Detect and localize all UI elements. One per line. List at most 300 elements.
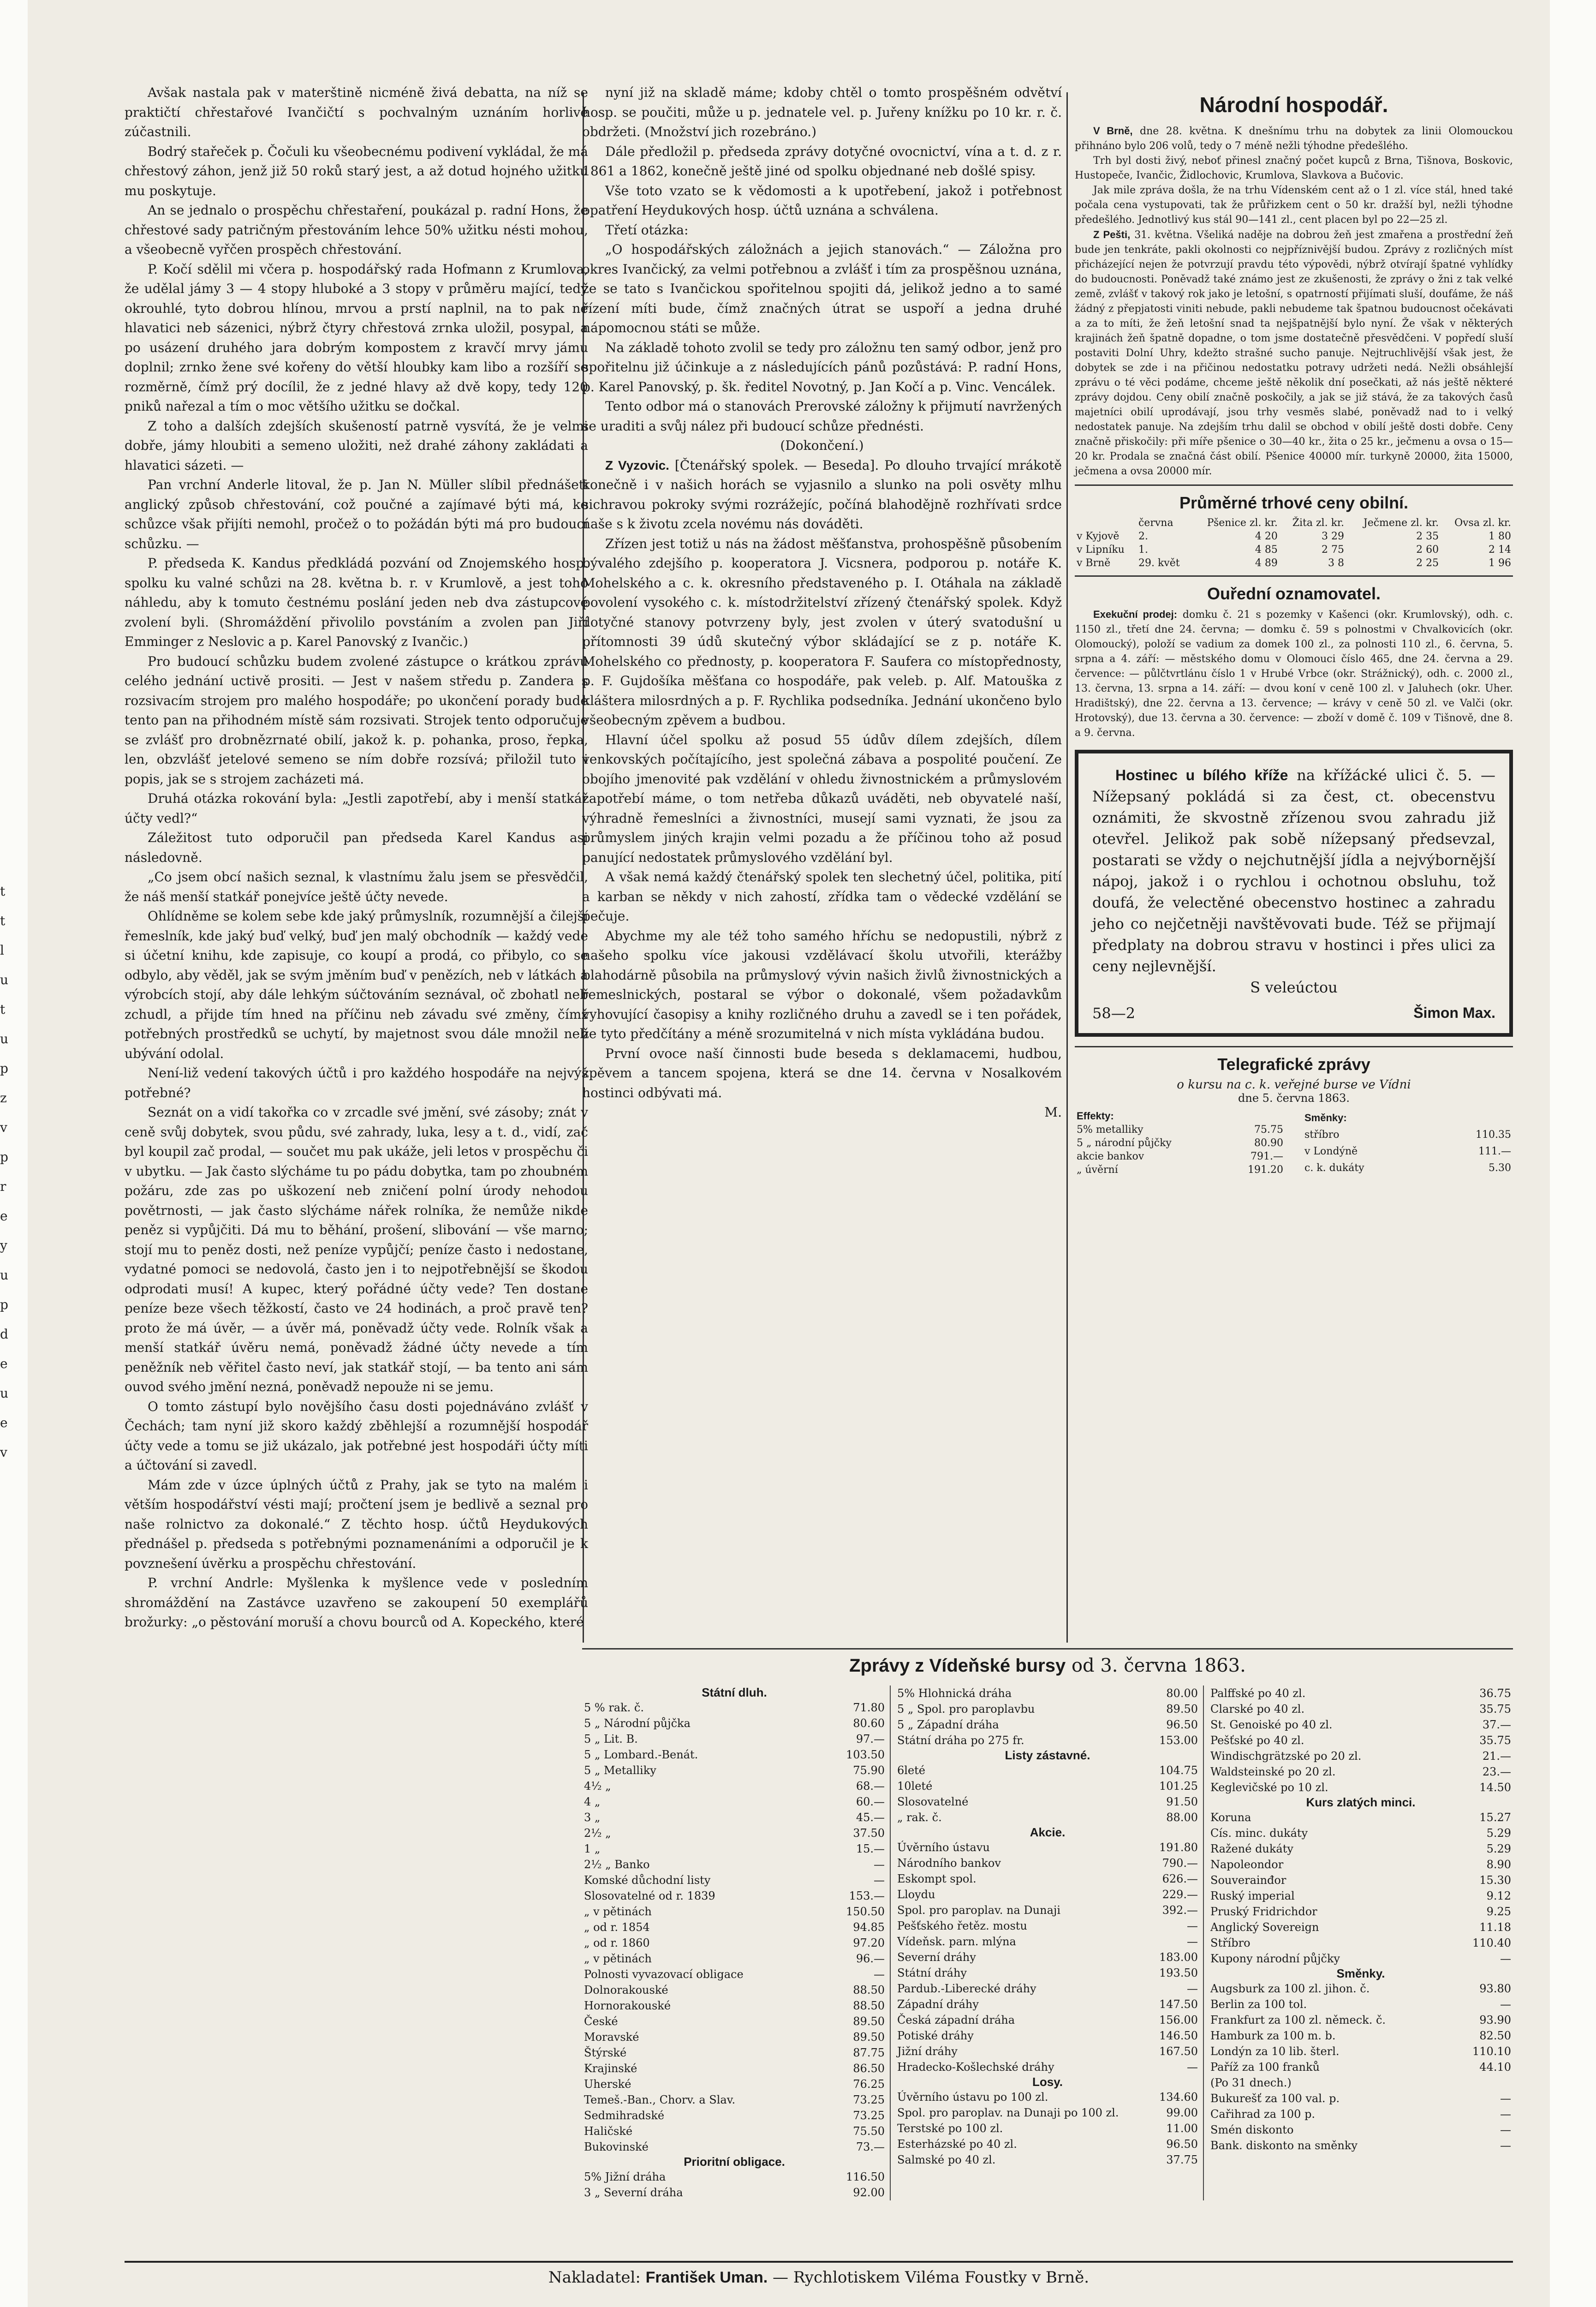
- security-price: 96.50: [1166, 1718, 1198, 1731]
- security-name: 4 „: [584, 1795, 601, 1808]
- security-price: 73.25: [853, 2109, 885, 2122]
- dateline: V Brně,: [1093, 125, 1133, 137]
- table-row: [582, 1935, 887, 1951]
- paragraph: Třetí otázka:: [605, 222, 689, 238]
- table-row: [1209, 1935, 1513, 1951]
- edge-letter: p: [0, 1149, 8, 1165]
- security-price: 15.30: [1479, 1874, 1511, 1887]
- security-price: 96.50: [1166, 2138, 1198, 2151]
- section-date: dne 5. června 1863.: [1238, 1092, 1350, 1105]
- table-header-row: [1075, 516, 1513, 530]
- security-name: Spol. pro paroplav. na Dunaji po 100 zl.: [897, 2106, 1119, 2119]
- table-row: [1209, 1701, 1513, 1717]
- divider: [1075, 484, 1513, 486]
- security-name: Bank. diskonto na směnky: [1210, 2139, 1358, 2152]
- security-price: 193.50: [1159, 1966, 1198, 1979]
- bourse-table: [1209, 1685, 1513, 1795]
- table-row: [895, 2136, 1200, 2152]
- table-row: [1303, 1143, 1513, 1160]
- table-row: [895, 2121, 1200, 2136]
- table-cell: 4 89: [1255, 557, 1278, 569]
- security-name: Krajinské: [584, 2062, 637, 2075]
- author-initial: M.: [1044, 1105, 1062, 1120]
- advertisement-signer: Šimon Max.: [1413, 1004, 1495, 1021]
- column-middle: [582, 83, 1062, 1123]
- section-title: Národní hospodář.: [1199, 93, 1388, 117]
- security-name: Hradecko-Košlechské dráhy: [897, 2061, 1054, 2074]
- security-name: 1 „: [584, 1842, 601, 1855]
- publisher-label: Nakladatel:: [548, 2268, 641, 2287]
- security-name: Waldsteinské po 20 zl.: [1210, 1765, 1336, 1778]
- table-row: [582, 2139, 887, 2155]
- edge-letter: p: [0, 1297, 8, 1312]
- security-name: Pešťské po 40 zl.: [1210, 1734, 1304, 1747]
- table-cell: 1.: [1138, 544, 1148, 556]
- edge-letter: u: [0, 1031, 9, 1046]
- security-price: 37.50: [853, 1827, 885, 1840]
- security-price: 14.50: [1479, 1781, 1511, 1794]
- table-row: [582, 2169, 887, 2185]
- telegraph-tables: [1075, 1109, 1513, 1177]
- security-name: Štýrské: [584, 2046, 627, 2059]
- table-row: [895, 1778, 1200, 1794]
- security-name: Smén diskonto: [1210, 2123, 1294, 2136]
- table-row: [895, 2012, 1200, 2028]
- paragraph: O tomto zástupí bylo novějšího času dosti pojednáváno zvlášť v Čechách; tam nyní již skoro každý zběhlejší a rozumnější hospodář účty vede a tomu se již ukázalo, jak potřebné jest hospodáři účty míti a účtování si zavedl.: [125, 1399, 588, 1473]
- table-cell: 4 85: [1255, 544, 1278, 556]
- table-row: [895, 1918, 1200, 1934]
- security-price: 11.00: [1166, 2122, 1198, 2135]
- security-name: (Po 31 dnech.): [1210, 2076, 1292, 2089]
- bourse-columns: [582, 1685, 1513, 2200]
- advertisement-text: [1092, 765, 1495, 977]
- paragraph: Bodrý stařeček p. Čočuli ku všeobecnému podivení vykládal, že má chřestový záhon, jenž již 50 roků starý jest, a až dotud hojného užitku mu poskytuje.: [125, 143, 588, 198]
- bourse-table: [1209, 1981, 1513, 2153]
- table-row: [895, 2152, 1200, 2168]
- table-row: [895, 1981, 1200, 1996]
- security-price: 15.27: [1479, 1811, 1511, 1824]
- security-name: Clarské po 40 zl.: [1210, 1703, 1305, 1715]
- security-name: Paříž za 100 franků: [1210, 2061, 1320, 2074]
- security-name: Vídeňsk. parn. mlýna: [897, 1935, 1016, 1948]
- security-name: Severní dráhy: [897, 1951, 976, 1964]
- bourse-table: [895, 1840, 1200, 2075]
- table-row: [895, 1717, 1200, 1733]
- notice-lead: Exekuční prodej:: [1093, 609, 1178, 620]
- security-price: 82.50: [1479, 2029, 1511, 2042]
- table-row: [582, 2123, 887, 2139]
- paragraph: A však nemá každý čtenářský spolek ten slechetný účel, politika, pití a karban se někdy v nich zahostí, zřídka tam o vědecké vzdělání se pečuje.: [582, 869, 1062, 924]
- security-name: Moravské: [584, 2031, 639, 2044]
- section-subtitle: o kursu na c. k. veřejné burse ve Vídni: [1177, 1078, 1411, 1092]
- table-cell: v Kyjově: [1077, 531, 1120, 542]
- column-right: [1075, 83, 1513, 1177]
- bourse-title: [582, 1655, 1513, 1676]
- paragraph: Není-liž vedení takových účtů i pro každého hospodáře na nejvýš potřebné?: [125, 1065, 588, 1100]
- security-name: Cís. minc. dukáty: [1210, 1827, 1308, 1840]
- table-row: [582, 1763, 887, 1778]
- table-cell: 1 96: [1489, 557, 1511, 569]
- security-name: Spol. pro paroplav. na Dunaji: [897, 1904, 1060, 1917]
- table-cell: 75.75: [1254, 1124, 1283, 1136]
- security-price: 93.80: [1479, 1982, 1511, 1995]
- edge-letter: t: [0, 913, 6, 928]
- table-cell: 2 25: [1416, 557, 1439, 569]
- security-name: „ od r. 1854: [584, 1921, 650, 1934]
- security-name: Bukovinské: [584, 2140, 649, 2153]
- security-name: Sedmihradské: [584, 2109, 665, 2122]
- security-name: Polnosti vyvazovací obligace: [584, 1968, 744, 1981]
- security-price: 80.60: [853, 1717, 885, 1730]
- table-cell: 5% metalliky: [1077, 1124, 1143, 1136]
- security-price: —: [1500, 2139, 1511, 2152]
- security-price: 35.75: [1479, 1703, 1511, 1715]
- bourse-title-date: od 3. června 1863.: [1071, 1655, 1246, 1676]
- table-row: [895, 1887, 1200, 1902]
- table-row: [582, 2045, 887, 2061]
- security-price: 9.12: [1486, 1889, 1511, 1902]
- paragraph: [1075, 607, 1513, 741]
- table-row: [1209, 1733, 1513, 1748]
- paragraph: „Co jsem obcí našich seznal, k vlastnímu žalu jsem se přesvědčil, že náš menší statkář ponejvíce ještě účty nevede.: [125, 869, 588, 904]
- edge-letter: u: [0, 972, 9, 987]
- advertisement-signature: [1092, 1004, 1495, 1022]
- security-price: 103.50: [846, 1748, 885, 1761]
- table-row: [582, 1919, 887, 1935]
- table-row: [1209, 1996, 1513, 2012]
- security-price: 153.—: [849, 1889, 885, 1902]
- security-name: Palffské po 40 zl.: [1210, 1687, 1306, 1700]
- bourse-column: [1203, 1685, 1513, 2200]
- table-row: [1075, 543, 1513, 556]
- security-price: —: [1500, 2108, 1511, 2121]
- table-row: [1209, 2106, 1513, 2122]
- security-name: Cařihrad za 100 p.: [1210, 2108, 1316, 2121]
- security-price: 5.29: [1486, 1842, 1511, 1855]
- table-cell: 3 8: [1328, 557, 1344, 569]
- paragraph: Mám zde v úzce úplných účtů z Prahy, jak se tyto na malém i větším hospodářství vésti mají; pročtení jsem je bedlivě a seznal pro naše rolnictvo za dokonalé.“ Z těchto hosp. účtů Heydukových přednášel p. předseda s potřebnými poznamenáními a odporučil je k povznešení úvěrku a prospěchu chřestování.: [125, 1477, 588, 1571]
- security-price: [1455, 2075, 1513, 2091]
- security-name: Pardub.-Liberecké dráhy: [897, 1982, 1036, 1995]
- security-name: Ražené dukáty: [1210, 1842, 1293, 1855]
- security-price: 88.00: [1166, 1811, 1198, 1824]
- table-row: [1209, 2075, 1513, 2091]
- security-price: 11.18: [1479, 1921, 1511, 1934]
- security-price: 104.75: [1159, 1764, 1198, 1777]
- paragraph: Vše toto vzato se k vědomosti a k upotřebení, jakož i potřebnost opatření Heydukových hosp. účtů uznána a schválena.: [582, 183, 1062, 218]
- edge-letter: v: [0, 1120, 7, 1135]
- bourse-table: [895, 2089, 1200, 2168]
- table-row: [1209, 1841, 1513, 1857]
- security-name: Keglevičské po 10 zl.: [1210, 1781, 1328, 1794]
- table-row: [582, 2029, 887, 2045]
- table-header: Effekty:: [1077, 1110, 1114, 1122]
- table-cell: 2.: [1138, 531, 1148, 542]
- edge-letter: t: [0, 1002, 6, 1017]
- security-name: Hamburk za 100 m. b.: [1210, 2029, 1336, 2042]
- security-name: „ v pětinách: [584, 1905, 652, 1918]
- security-price: 21.—: [1482, 1750, 1511, 1763]
- table-row: [1075, 556, 1513, 570]
- security-price: 76.25: [853, 2078, 885, 2091]
- paragraph-text: dne 28. května. K dnešnímu trhu na dobytek za linii Olomouckou přihnáno bylo 206 volů, tedy o 7 méně nežli týhodne předešlého.: [1075, 126, 1513, 152]
- table-cell: 1 80: [1489, 531, 1511, 542]
- table-row: [1303, 1160, 1513, 1177]
- security-price: —: [874, 1968, 885, 1981]
- edge-letter: e: [0, 1356, 8, 1371]
- paragraph-text: domku č. 21 s pozemky v Kašenci (okr. Krumlovský), odh. c. 1150 zl., třetí dne 24. června; — domku č. 59 s polnostmi v Chvalkovicích (okr. Olomoucký), položí se vadium za domek 100 zl., za polnosti 110 zl., 6. června, 5. srpna a 4. září: — městského domu v Olomouci číslo 465, dne 24. června a 29. července: — půlčtvrtlánu číslo 1 v Hrubé Vrbce (okr. Strážnický), odh. c. 2000 zl., 13. června, 13. srpna a 14. září: — dvou koní v ceně 100 zl. v Jaluhech (okr. Uher. Hradištský), dne 22. června a 13. července; — krávy v ceně 50 zl. ve Valči (okr. Hrotovský), due 13. června a 30. července: — zboží v domě č. 109 v Tišnově, dne 8. a 9. června.: [1075, 609, 1513, 739]
- advertisement-title: Hostinec u bílého kříže: [1115, 767, 1288, 783]
- security-name: „ v pětinách: [584, 1952, 652, 1965]
- table-row: [895, 2044, 1200, 2059]
- security-price: —: [1187, 1919, 1198, 1932]
- paragraph: Tento odbor má o stanovách Prerovské záložny k přijmutí navržených se uraditi a svůj nález při budoucí schůze přednésti.: [582, 399, 1062, 434]
- table-cell: 2 35: [1416, 531, 1439, 542]
- table-cell: 2 75: [1322, 544, 1344, 556]
- table-row: [582, 1857, 887, 1872]
- security-price: 60.—: [856, 1795, 885, 1808]
- security-price: 191.80: [1159, 1841, 1198, 1854]
- table-row: [1209, 1780, 1513, 1795]
- security-price: 116.50: [846, 2170, 885, 2183]
- security-price: 167.50: [1159, 2045, 1198, 2058]
- security-price: 156.00: [1159, 2014, 1198, 2026]
- table-row: [582, 1841, 887, 1857]
- table-row: [1209, 1825, 1513, 1841]
- security-price: 146.50: [1159, 2029, 1198, 2042]
- paragraph: nyní již na skladě máme; kdoby chtěl o tomto prospěšném odvětví hosp. se poučiti, může u p. jednatele vel. p. Juřeny knížku po 10 kr. r. č. obdržeti. (Množství jich rozebráno.): [582, 85, 1062, 139]
- security-name: České: [584, 2015, 618, 2028]
- table-row: [895, 1965, 1200, 1981]
- divider: [1075, 575, 1513, 577]
- section-title: Telegrafické zprávy: [1217, 1055, 1370, 1074]
- security-price: 97.20: [853, 1936, 885, 1949]
- security-price: 110.10: [1472, 2045, 1511, 2058]
- security-name: 3 „: [584, 1811, 601, 1824]
- advertisement-greeting: S veleúctou: [1250, 979, 1338, 996]
- paragraph: Avšak nastala pak v materštině nicméně živá debatta, na níž se praktičtí chřestařové Ivančičtí s pochvalným uznáním horlivě zúčastnili.: [125, 85, 588, 139]
- security-name: 4½ „: [584, 1780, 611, 1793]
- security-price: 45.—: [856, 1811, 885, 1824]
- bourse-table: [895, 1763, 1200, 1825]
- edge-letter: e: [0, 1415, 8, 1430]
- security-name: 10leté: [897, 1780, 933, 1793]
- edge-letter: y: [0, 1238, 7, 1253]
- security-price: 147.50: [1159, 1998, 1198, 2011]
- security-price: 89.50: [1166, 1703, 1198, 1715]
- table-cell: 2 60: [1416, 544, 1439, 556]
- security-price: —: [1500, 1952, 1511, 1965]
- table-row: [1209, 1764, 1513, 1780]
- security-price: 44.10: [1479, 2061, 1511, 2074]
- paragraph: Hlavní účel spolku až posud 55 údův dílem zdejších, dílem venkovských počítajícího, jest společná zábava a pospolité poučení. Ze obojího jmenovité pak vzdělání v ohledu živnostnickém a průmyslovém zapotřebí máme, o tom netřeba důkazů uváděti, neb obyvatelé naší, výhradně řemeslníci a živnostníci, musejí sami vyznati, že jsou za průmyslem jiných krajin velmi pozadu a že příčinou toho až posud panující nedostatek průmyslového vzdělání byl.: [582, 732, 1062, 865]
- security-name: Terstské po 100 zl.: [897, 2122, 1003, 2135]
- table-header: června: [1138, 517, 1173, 529]
- table-row: [1075, 530, 1513, 543]
- edge-letter: u: [0, 1267, 9, 1283]
- security-name: Windischgrätzské po 20 zl.: [1210, 1750, 1362, 1763]
- paragraph: Trh byl dosti živý, neboť přinesl značný počet kupců z Brna, Tišnova, Boskovic, Hustopeče, Ivančic, Židlochovic, Krumlova, Slavkova a Bučovic.: [1075, 155, 1513, 181]
- table-cell: 5.30: [1489, 1162, 1511, 1174]
- table-row: [582, 1998, 887, 2014]
- paragraph: P. předseda K. Kandus předkládá pozvání od Znojemského hosp. spolku ku valné schůzi na 28. května b. r. v Krumlově, a jest toho náhledu, aby k tomuto čestnému poslání jeden neb dva zástupcové zvolení byli. (Shromáždění přivolilo povstáním a zvolen pan Jiří Emminger z Neslovic a p. Karel Panovský z Ivančic.): [125, 556, 588, 649]
- security-price: —: [874, 1858, 885, 1871]
- security-price: —: [1187, 2061, 1198, 2074]
- column-left: [125, 83, 588, 1632]
- security-price: —: [1500, 2092, 1511, 2105]
- security-price: 134.60: [1159, 2091, 1198, 2104]
- section-title: Ouřední oznamovatel.: [1207, 584, 1381, 603]
- security-price: 790.—: [1162, 1857, 1198, 1870]
- paragraph: Pan vrchní Anderle litoval, že p. Jan N. Müller slíbil přednášeti anglický způsob chřestování, což poučné a zajímavé býti má, ke schůzce však přijíti nemohl, pročež o to požádán býti má pro budoucí schůzku. —: [125, 477, 588, 551]
- table-header: Pšenice zl. kr.: [1207, 517, 1278, 529]
- security-price: —: [1187, 1982, 1198, 1995]
- paragraph-text: [Čtenářský spolek. — Beseda]. Po dlouho trvající mrákotě konečně i v našich horách se vyjasnilo a slunko na poli osvěty mlhu sichravou pokroky svými rozrážejíc, počíná blahodějně rozhřívati srdce naše s k životu zcela novému nás dováděti.: [582, 457, 1062, 532]
- security-price: 183.00: [1159, 1951, 1198, 1964]
- security-name: 5 „ Metalliky: [584, 1764, 656, 1777]
- paragraph: Na základě tohoto zvolil se tedy pro záložnu ten samý odbor, jenž pro spořitelnu již účinkuje a z následujících pánů pozůstává: P. radní Hons, p. Karel Panovský, p. šk. ředitel Novotný, p. Jan Kočí a p. Vinc. Vencálek.: [582, 340, 1062, 394]
- paragraph: První ovoce naší činnosti bude beseda s deklamacemi, hudbou, zpěvem a tancem spojena, která se dne 14. června v Nosalkovém hostinci odbývati má.: [582, 1046, 1062, 1100]
- paragraph: [1075, 227, 1513, 479]
- security-price: 86.50: [853, 2062, 885, 2075]
- table-cell: 5 „ národní půjčky: [1077, 1137, 1172, 1149]
- bourse-column: [890, 1685, 1200, 2200]
- table-row: [582, 2061, 887, 2076]
- security-price: 392.—: [1162, 1904, 1198, 1917]
- security-name: „ od r. 1860: [584, 1936, 650, 1949]
- edge-letter: p: [0, 1061, 8, 1076]
- table-row: [582, 1810, 887, 1825]
- table-cell: 110.35: [1476, 1129, 1511, 1141]
- security-name: 5 „ Spol. pro paroplavbu: [897, 1703, 1035, 1715]
- advertisement-box: [1075, 750, 1513, 1037]
- table-row: [895, 1810, 1200, 1825]
- security-name: Souverainđor: [1210, 1874, 1286, 1887]
- table-row: [582, 1778, 887, 1794]
- table-row: [1209, 1810, 1513, 1825]
- security-price: 23.—: [1482, 1765, 1511, 1778]
- security-price: —: [1187, 1935, 1198, 1948]
- table-row: [1209, 1685, 1513, 1701]
- bourse-subtitle: Losy.: [1032, 2075, 1063, 2089]
- table-row: [1209, 1888, 1513, 1904]
- bourse-subtitle: Směnky.: [1336, 1966, 1385, 1980]
- security-name: Úvěrního ústavu: [897, 1841, 990, 1854]
- table-cell: v Brně: [1077, 557, 1111, 569]
- table-row: [1075, 1136, 1285, 1150]
- table-header-row: [1075, 1109, 1285, 1123]
- paragraph: Dále předložil p. předseda zprávy dotyčné ovocnictví, vína a t. d. z r. 1861 a 1862, konečně ještě jiné od spolku objednané neb došlé spisy.: [582, 143, 1062, 179]
- table-cell: v Londýně: [1304, 1146, 1358, 1158]
- advertisement-number: 58—2: [1092, 1004, 1136, 1022]
- security-name: Slosovatelné od r. 1839: [584, 1889, 715, 1902]
- security-name: Hornorakouské: [584, 1999, 671, 2012]
- security-name: 5% Hlohnická dráha: [897, 1687, 1012, 1700]
- table-row: [895, 1902, 1200, 1918]
- security-name: Úvěrního ústavu po 100 zl.: [897, 2091, 1048, 2104]
- security-name: Pešťského řetěz. mostu: [897, 1919, 1027, 1932]
- bourse-table: [895, 1685, 1200, 1748]
- table-row: [582, 1982, 887, 1998]
- table-cell: 3 29: [1322, 531, 1344, 542]
- publisher-name: František Uman.: [645, 2269, 768, 2286]
- security-price: 626.—: [1162, 1872, 1198, 1885]
- table-cell: 791.—: [1251, 1151, 1283, 1162]
- paragraph: Ohlídněme se kolem sebe kde jaký průmyslník, rozumnější a čilejší řemeslník, kde jaký buď velký, buď jen malý obchodník — každý vede si účetní knihu, kde zapisuje, co koupí a prodá, co přibylo, co se odbylo, aby věděl, jak se svým jměním buď v penězích, neb v látkách a výrobcích stojí, aby dále lehkým súčtováním seznával, oč zbohatl neb zchudl, a přijde tím hned na příčinu neb závadu své změny, čímž potřebných prostředků se uchytí, by majetnost svou dále množil neb ubývání odolal.: [125, 908, 588, 1061]
- security-name: 5 „ Lit. B.: [584, 1733, 638, 1745]
- security-name: 5% Jižní dráha: [584, 2170, 666, 2183]
- security-price: 229.—: [1162, 1888, 1198, 1901]
- security-price: 153.00: [1159, 1734, 1198, 1747]
- table-row: [1209, 1904, 1513, 1919]
- security-name: Pruský Fridrichdor: [1210, 1905, 1317, 1918]
- paragraph: Druhá otázka rokování byla: „Jestli zapotřebí, aby i menší statkář účty vedl?“: [125, 791, 588, 826]
- security-price: 80.00: [1166, 1687, 1198, 1700]
- security-name: Salmské po 40 zl.: [897, 2153, 996, 2166]
- security-price: 94.85: [853, 1921, 885, 1934]
- security-price: 88.50: [853, 1999, 885, 2012]
- table-row: [582, 1715, 887, 1731]
- table-row: [1303, 1126, 1513, 1143]
- security-price: 93.90: [1479, 2014, 1511, 2026]
- security-price: 15.—: [856, 1842, 885, 1855]
- paragraph: [1075, 124, 1513, 154]
- security-price: 35.75: [1479, 1734, 1511, 1747]
- security-price: 101.25: [1159, 1780, 1198, 1793]
- edge-letter: d: [0, 1327, 8, 1342]
- security-price: 150.50: [846, 1905, 885, 1918]
- security-name: Ruský imperial: [1210, 1889, 1295, 1902]
- security-price: 73.25: [853, 2093, 885, 2106]
- table-row: [582, 2014, 887, 2029]
- table-cell: c. k. dukáty: [1304, 1162, 1364, 1174]
- paragraph: An se jednalo o prospěchu chřestaření, poukázal p. radní Hons, že chřestové sady patričným přestováním lehce 50% užitku nésti mohou, a všeobecně vyřčen prospěch chřestování.: [125, 203, 588, 257]
- table-row: [1075, 1163, 1285, 1177]
- table-row: [1209, 2012, 1513, 2028]
- table-row: [582, 2185, 887, 2200]
- dateline: Z Vyzovic.: [605, 458, 669, 472]
- security-name: Haličské: [584, 2125, 633, 2138]
- security-price: 75.50: [853, 2125, 885, 2138]
- table-row: [895, 1934, 1200, 1949]
- security-name: 3 „ Severní dráha: [584, 2186, 683, 2199]
- table-row: [895, 1949, 1200, 1965]
- edge-letter: v: [0, 1445, 7, 1460]
- table-cell: stříbro: [1304, 1129, 1340, 1141]
- table-row: [1209, 1951, 1513, 1966]
- security-name: „ rak. č.: [897, 1811, 942, 1824]
- table-header: Ječmene zl. kr.: [1363, 517, 1439, 529]
- security-price: 8.90: [1486, 1858, 1511, 1871]
- table-row: [1209, 2028, 1513, 2044]
- security-price: —: [1500, 1998, 1511, 2011]
- bourse-subtitle: Listy zástavné.: [1005, 1748, 1090, 1762]
- table-row: [582, 1966, 887, 1982]
- security-name: Národního bankov: [897, 1857, 1001, 1870]
- table-row: [1209, 2138, 1513, 2153]
- table-header: [1075, 516, 1137, 530]
- security-price: 88.50: [853, 1984, 885, 1996]
- security-name: Esterházské po 40 zl.: [897, 2138, 1017, 2151]
- table-row: [582, 2092, 887, 2108]
- table-row: [895, 1763, 1200, 1778]
- table-row: [582, 1747, 887, 1763]
- bourse-subtitle: Kurs zlatých minci.: [1306, 1795, 1416, 1809]
- bourse-table: [582, 2169, 887, 2200]
- security-name: 2½ „: [584, 1827, 611, 1840]
- bourse-table: [1209, 1810, 1513, 1966]
- table-row: [895, 1685, 1200, 1701]
